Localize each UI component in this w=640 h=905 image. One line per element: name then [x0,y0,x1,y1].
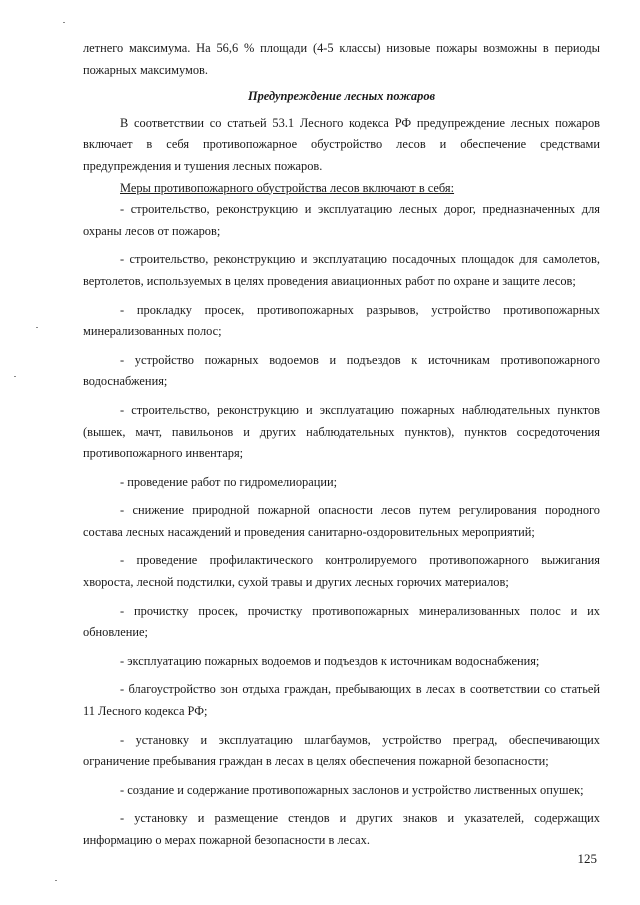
section-heading: Предупреждение лесных пожаров [247,89,436,104]
list-item: - снижение природной пожарной опасности лесов путем регулирования породного состава лесных насаждений и проведения санитарно-оздоровительных мероприятий; [83,503,600,539]
list-item: - создание и содержание противопожарных заслонов и устройство лиственных опушек; [120,782,584,797]
list-item: - установку и размещение стендов и других знаков и указателей, содержащих информацию о мерах пожарной безопасности в лесах. [83,811,600,847]
list-item: - строительство, реконструкцию и эксплуатацию посадочных площадок для самолетов, вертолетов, используемых в целях проведения авиационных работ по охране и защите лесов; [83,252,600,288]
scan-speck [55,880,57,881]
list-item: - строительство, реконструкцию и эксплуатацию пожарных наблюдательных пунктов (вышек, мачт, павильонов и других наблюдательных пунктов), пунктов сосредоточения противопожарного инвентаря; [83,402,600,461]
page-number: 125 [577,851,597,866]
paragraph-intro: В соответствии со статьей 53.1 Лесного кодекса РФ предупреждение лесных пожаров включает в себя противопожарное обустройство лесов и обеспечение средствами предупреждения и тушения лесных пожаров. [83,115,600,173]
measures-lead [83,178,600,200]
scan-speck [63,22,65,23]
list-item: - установку и эксплуатацию шлагбаумов, устройство преград, обеспечивающих ограничение пребывания граждан в лесах в целях обеспечения пожарной безопасности; [83,732,600,769]
list-item: - прочистку просек, прочистку противопожарных минерализованных полос и их обновление; [83,603,600,640]
paragraph-continuation: летнего максимума. На 56,6 % площади (4-5 классы) низовые пожары возможны в периоды пожарных максимумов. [83,41,600,77]
list-item: - проведение профилактического контролируемого противопожарного выжигания хвороста, лесной подстилки, сухой травы и других лесных горючих материалов; [83,553,600,590]
list-item: - строительство, реконструкцию и эксплуатацию лесных дорог, предназначенных для охраны лесов от пожаров; [83,202,600,238]
list-item: - устройство пожарных водоемов и подъездов к источникам противопожарного водоснабжения; [83,352,600,389]
body-text [83,38,600,852]
measures-lead-text: Меры противопожарного обустройства лесов включают в себя: [120,180,455,195]
list-item: - эксплуатацию пожарных водоемов и подъездов к источникам водоснабжения; [120,653,540,668]
scan-speck [36,327,38,328]
list-item: - благоустройство зон отдыха граждан, пребывающих в лесах в соответствии со статьей 11 Лесного кодекса РФ; [83,682,600,719]
list-item: - прокладку просек, противопожарных разрывов, устройство противопожарных минерализованных полос; [83,302,600,339]
scan-speck [14,376,16,377]
list-item: - проведение работ по гидромелиорации; [120,474,338,489]
